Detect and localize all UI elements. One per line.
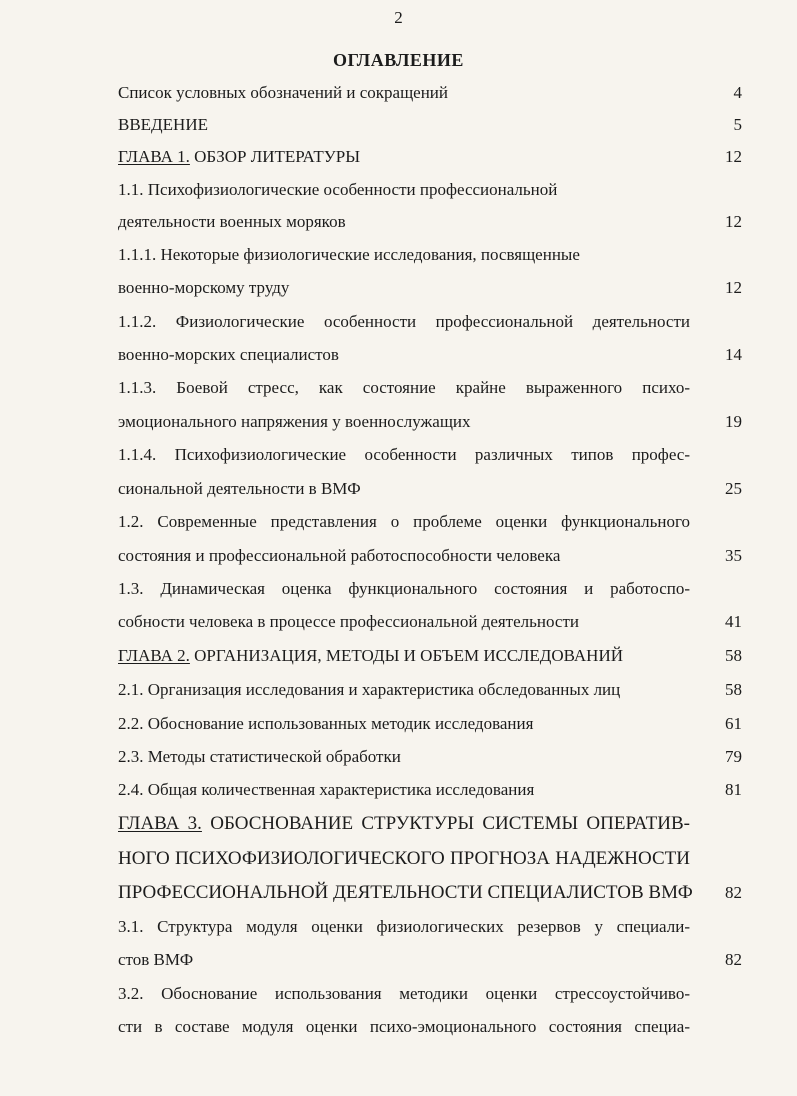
toc-entry — [118, 709, 742, 739]
toc-entry-text: ГЛАВА 2. ОРГАНИЗАЦИЯ, МЕТОДЫ И ОБЪЕМ ИССЛЕДОВАНИЙ — [118, 646, 624, 665]
toc-entry — [118, 809, 742, 839]
toc-entry-page: 19 — [725, 412, 742, 431]
toc-entry — [118, 340, 742, 370]
toc-entry-page: 81 — [725, 780, 742, 799]
toc-entry — [118, 878, 742, 908]
toc-entry-text: военно-морскому труду — [118, 278, 290, 297]
toc-entry-text: 2.2. Обоснование использованных методик исследования — [118, 714, 534, 733]
toc-entry-page: 82 — [725, 883, 742, 902]
toc-entry-page: 12 — [725, 278, 742, 297]
toc-entry-page: 5 — [733, 115, 742, 134]
toc-entry — [118, 541, 742, 571]
toc-entry — [118, 1012, 742, 1042]
toc-entry-text: 1.1.2. Физиологические особенности профессиональной деятельности — [118, 312, 690, 331]
toc-entry-text: ГЛАВА 3. ОБОСНОВАНИЕ СТРУКТУРЫ СИСТЕМЫ ОПЕРАТИВ- — [118, 813, 690, 834]
toc-entry-page: 58 — [725, 646, 742, 665]
toc-entry — [118, 307, 742, 337]
toc-entry — [118, 945, 742, 975]
toc-entry — [118, 78, 742, 108]
toc-entry-page: 4 — [733, 83, 742, 102]
toc-entry — [118, 240, 742, 270]
toc-entry-text: 3.2. Обоснование использования методики оценки стрессоустойчиво- — [118, 984, 690, 1003]
chapter-label: ГЛАВА 3. — [118, 813, 202, 834]
toc-entry-page: 58 — [725, 680, 742, 699]
page-title: ОГЛАВЛЕНИЕ — [333, 50, 464, 70]
toc-entry — [118, 507, 742, 537]
toc-entry-page: 12 — [725, 147, 742, 166]
toc-entry-text: 1.1.3. Боевой стресс, как состояние крайне выраженного психо- — [118, 378, 690, 397]
chapter-label: ГЛАВА 2. — [118, 646, 190, 665]
toc-entry-text: ВВЕДЕНИЕ — [118, 115, 208, 134]
toc-entry-text: состояния и профессиональной работоспособности человека — [118, 546, 561, 565]
toc-entry-text: деятельности военных моряков — [118, 212, 346, 231]
toc-entry — [118, 440, 742, 470]
toc-entry-text: стов ВМФ — [118, 950, 194, 969]
toc-entry — [118, 407, 742, 437]
toc-entry-text: 3.1. Структура модуля оценки физиологических резервов у специали- — [118, 917, 690, 936]
toc-entry-page: 41 — [725, 612, 742, 631]
toc-entry — [118, 110, 742, 140]
toc-entry-text: 2.1. Организация исследования и характеристика обследованных лиц — [118, 680, 621, 699]
toc-entry — [118, 474, 742, 504]
toc-entry-text: 1.1.1. Некоторые физиологические исследования, посвященные — [118, 245, 580, 264]
toc-entry-page: 14 — [725, 345, 742, 364]
toc-entry-text: военно-морских специалистов — [118, 345, 339, 364]
toc-entry-text: 1.3. Динамическая оценка функционального состояния и работоспо- — [118, 579, 690, 598]
toc-entry — [118, 207, 742, 237]
toc-entry — [118, 373, 742, 403]
toc-entry — [118, 675, 742, 705]
toc-entry-page: 12 — [725, 212, 742, 231]
toc-entry — [118, 979, 742, 1009]
toc-entry-text: 2.4. Общая количественная характеристика исследования — [118, 780, 535, 799]
toc-entry-page: 35 — [725, 546, 742, 565]
toc-entry-page: 25 — [725, 479, 742, 498]
toc-entry — [118, 844, 742, 874]
toc-entry-text: 1.2. Современные представления о проблеме оценки функционального — [118, 512, 690, 531]
page-number: 2 — [394, 8, 403, 27]
toc-entry-page: 61 — [725, 714, 742, 733]
toc-entry-text: собности человека в процессе профессиональной деятельности — [118, 612, 579, 631]
toc-entry — [118, 574, 742, 604]
toc-entry-page: 79 — [725, 747, 742, 766]
toc-entry — [118, 912, 742, 942]
toc-entry — [118, 641, 742, 671]
toc-entry-text: сти в составе модуля оценки психо-эмоционального состояния специа- — [118, 1017, 690, 1036]
toc-entry-text: сиональной деятельности в ВМФ — [118, 479, 361, 498]
toc-entry-text: ГЛАВА 1. ОБЗОР ЛИТЕРАТУРЫ — [118, 147, 361, 166]
toc-entry-text: 2.3. Методы статистической обработки — [118, 747, 401, 766]
toc-entry-text: НОГО ПСИХОФИЗИОЛОГИЧЕСКОГО ПРОГНОЗА НАДЕЖНОСТИ — [118, 848, 690, 869]
toc-entry-text: эмоционального напряжения у военнослужащих — [118, 412, 471, 431]
chapter-label: ГЛАВА 1. — [118, 147, 190, 166]
toc-entry — [118, 742, 742, 772]
toc-entry — [118, 142, 742, 172]
toc-entry — [118, 175, 742, 205]
toc-entry-page: 82 — [725, 950, 742, 969]
toc-entry — [118, 607, 742, 637]
toc-entry-text: ПРОФЕССИОНАЛЬНОЙ ДЕЯТЕЛЬНОСТИ СПЕЦИАЛИСТОВ ВМФ — [118, 882, 693, 903]
toc-entry-text: Список условных обозначений и сокращений — [118, 83, 449, 102]
toc-entry — [118, 775, 742, 805]
toc-entry — [118, 273, 742, 303]
toc-entry-text: 1.1. Психофизиологические особенности профессиональной — [118, 180, 558, 199]
toc-entry-text: 1.1.4. Психофизиологические особенности различных типов профес- — [118, 445, 690, 464]
